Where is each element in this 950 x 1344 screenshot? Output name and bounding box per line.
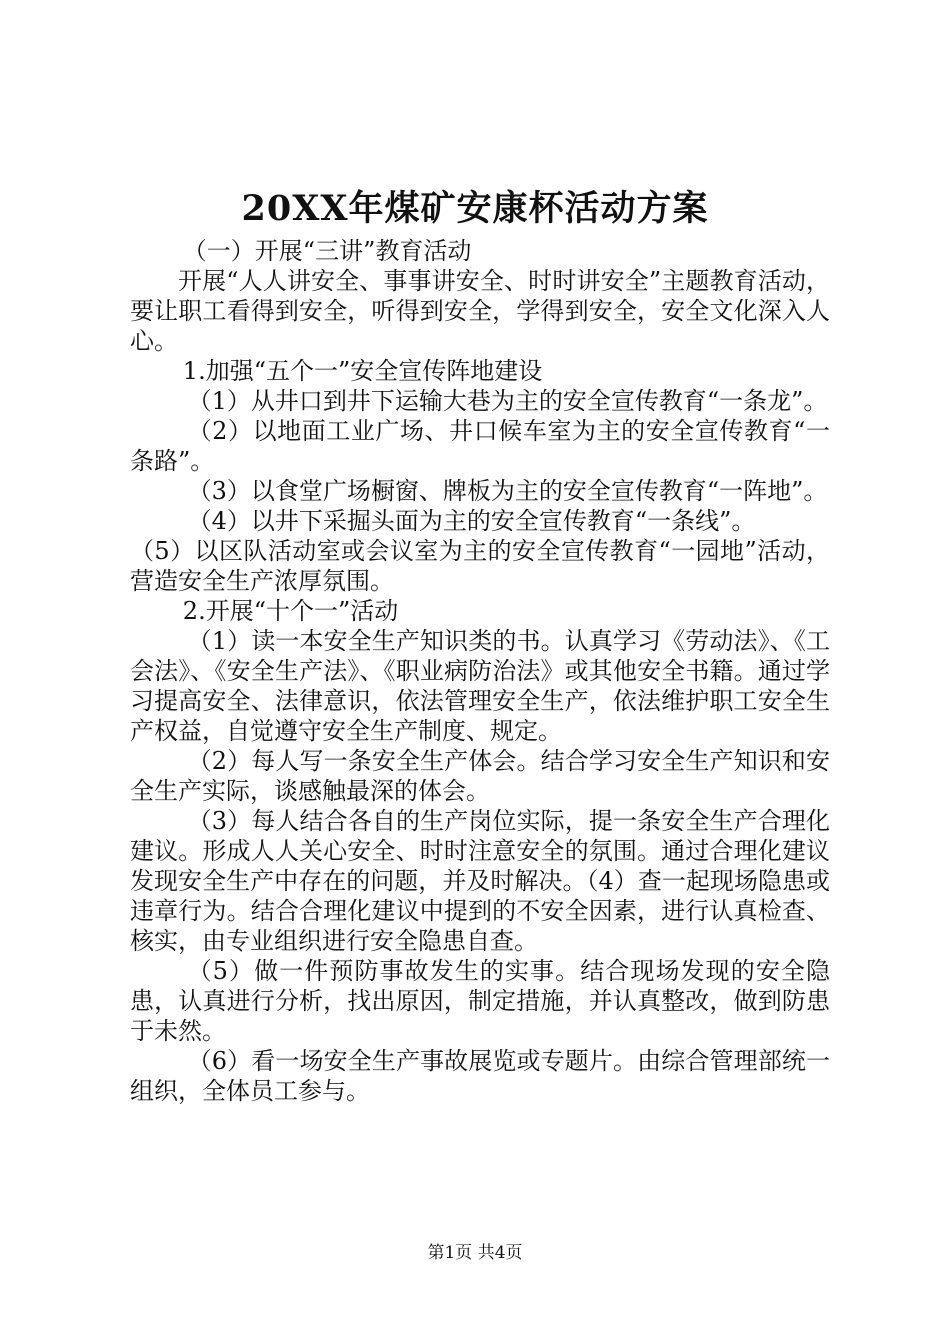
subsection-heading: 1.加强“五个一”安全宣传阵地建设 [182, 357, 543, 385]
paragraph: 开展“人人讲安全、事事讲安全、时时讲安全”主题教育活动，要让职工看得到安全，听得到安全，学得到安全，安全文化深入人心。 [130, 267, 830, 355]
list-item: （1）读一本安全生产知识类的书。认真学习《劳动法》、《工会法》、《安全生产法》、《职业病防治法》或其他安全书籍。通过学习提高安全、法律意识，依法管理安全生产，依法维护职工安全生产权益，自觉遵守安全生产制度、规定。 [130, 627, 830, 745]
list-item: （5）以区队活动室或会议室为主的安全宣传教育“一园地”活动，营造安全生产浓厚氛围。 [130, 537, 830, 595]
list-item: （1）从井口到井下运输大巷为主的安全宣传教育“一条龙”。 [187, 387, 828, 415]
list-item: （6）看一场安全生产事故展览或专题片。由综合管理部统一组织，全体员工参与。 [130, 1047, 830, 1105]
list-item: （3）以食堂广场橱窗、牌板为主的安全宣传教育“一阵地”。 [187, 477, 828, 505]
list-item: （2）每人写一条安全生产体会。结合学习安全生产知识和安全生产实际，谈感触最深的体会。 [130, 747, 830, 805]
document-body [130, 236, 830, 1106]
page-footer: 第1页 共4页 [427, 1243, 523, 1263]
list-item: （3）每人结合各自的生产岗位实际，提一条安全生产合理化建议。形成人人关心安全、时时注意安全的氛围。通过合理化建议发现安全生产中存在的问题，并及时解决。（4）查一起现场隐患或违章行为。结合合理化建议中提到的不安全因素，进行认真检查、核实，由专业组织进行安全隐患自查。 [130, 807, 830, 955]
subsection-heading: 2.开展“十个一”活动 [182, 597, 399, 625]
section-heading: （一）开展“三讲”教育活动 [182, 237, 472, 265]
document-title: 20XX年煤矿安康杯活动方案 [241, 188, 709, 229]
list-item: （5）做一件预防事故发生的实事。结合现场发现的安全隐患，认真进行分析，找出原因，制定措施，并认真整改，做到防患于未然。 [130, 957, 830, 1045]
list-item: （4）以井下采掘头面为主的安全宣传教育“一条线”。 [187, 507, 756, 535]
list-item: （2）以地面工业广场、井口候车室为主的安全宣传教育“一条路”。 [130, 417, 830, 475]
